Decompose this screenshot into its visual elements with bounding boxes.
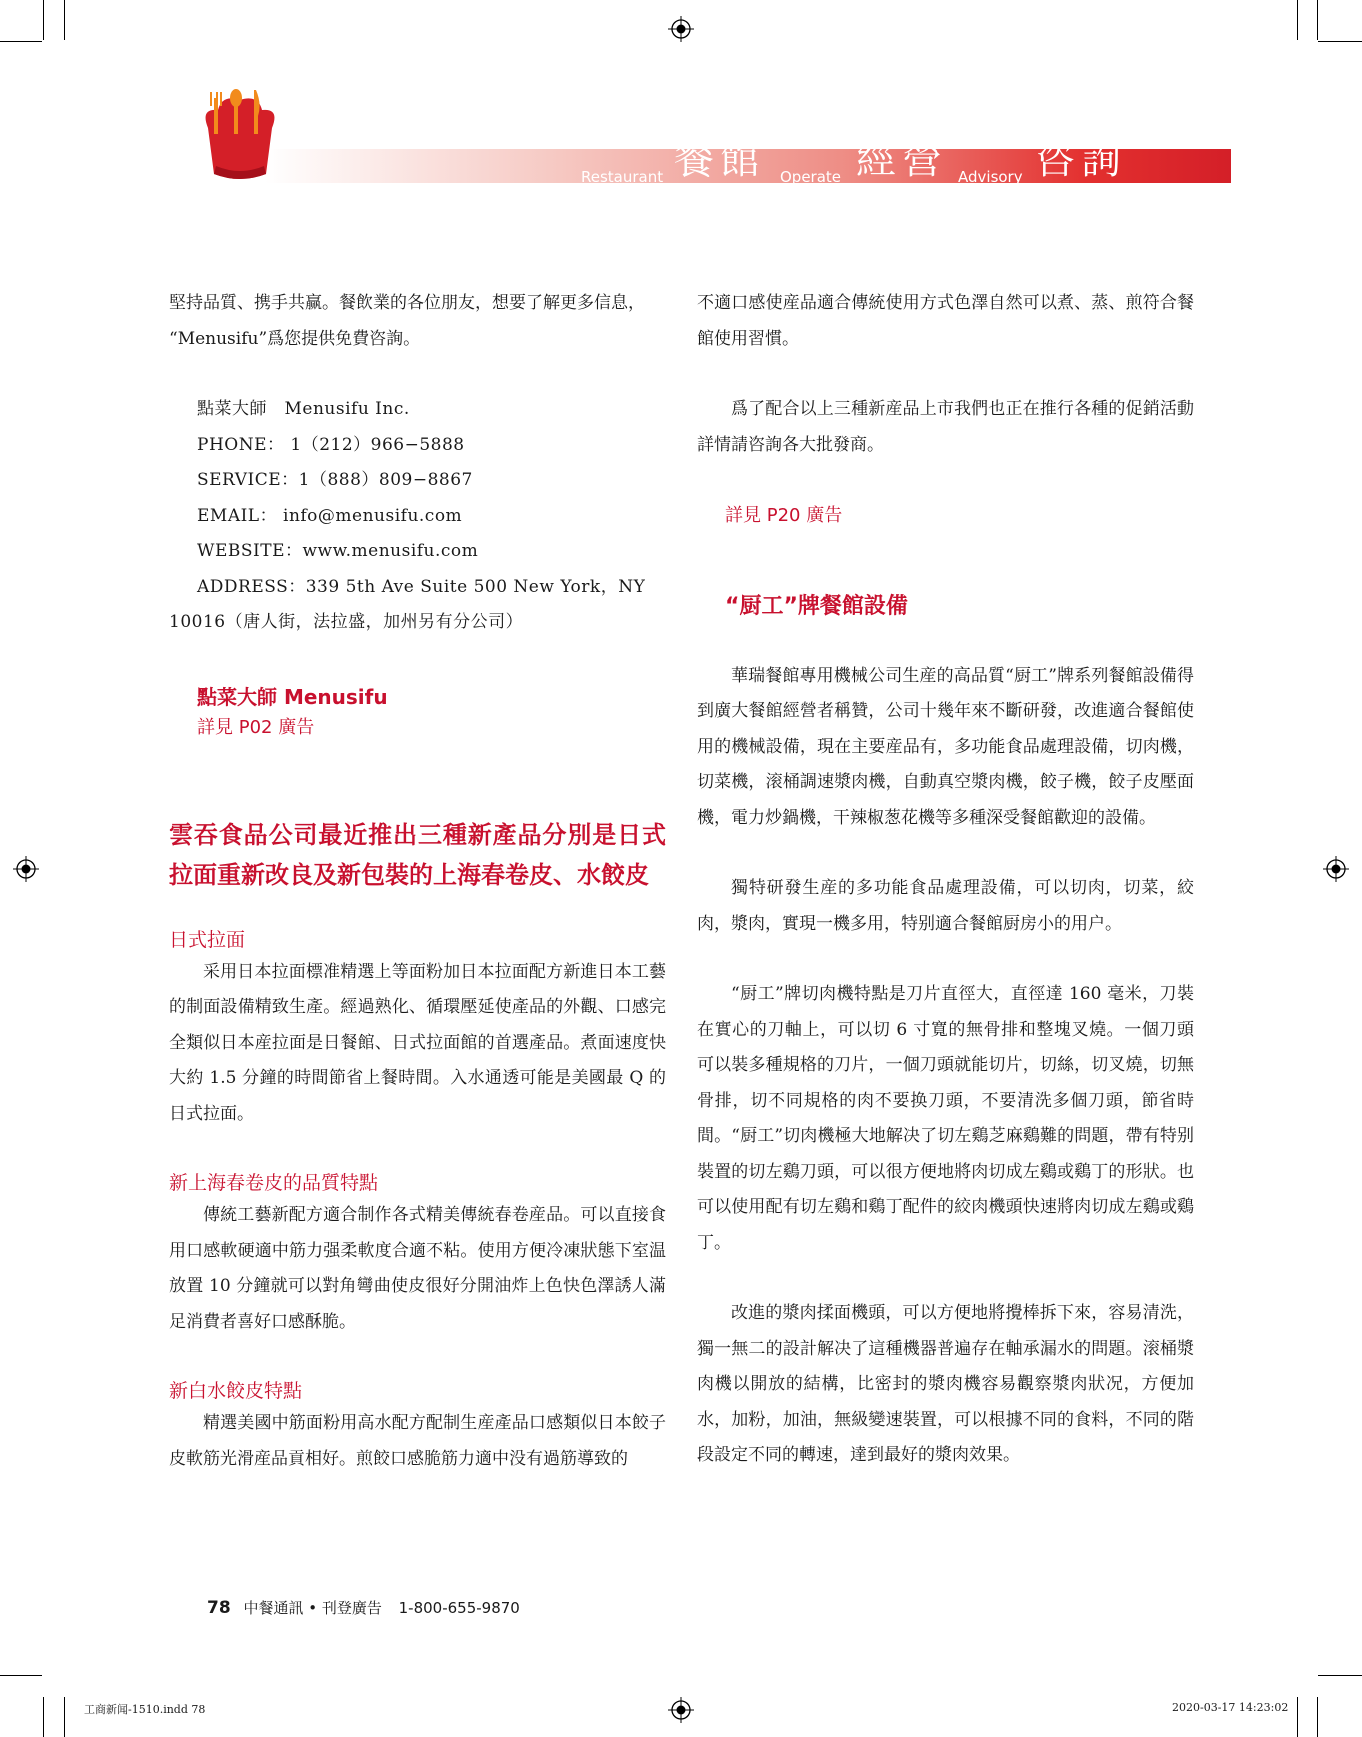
crop-mark [1317,1697,1318,1737]
section-body-spring-roll: 傳統工藝新配方適合制作各式精美傳統春卷産品。可以直接食用口感軟硬適中筋力强柔軟度合適不粘。使用方便冷凍狀態下室温放置 10 分鐘就可以對角彎曲使皮很好分開油炸上色快色澤誘人滿足消費者喜好口感酥脆。 [169,1205,666,1332]
crop-mark [1318,41,1362,42]
ad1-ref: 詳見 P02 廣告 [197,716,315,738]
right-paragraph-4: 獨特研發生産的多功能食品處理設備，可以切肉，切菜，絞肉，漿肉，實現一機多用，特别適合餐館厨房小的用户。 [697,878,1194,934]
right-column [697,286,1194,1474]
footer-phone: 1-800-655-9870 [398,1599,520,1617]
slug-timestamp: 2020-03-17 14:23:02 [1172,1701,1289,1714]
section-title-ramen: 日式拉面 [169,928,246,951]
header-word-zixun: 咨詢 [1035,137,1127,183]
section-body-ramen: 采用日本拉面標准精選上等面粉加日本拉面配方新進日本工藝的制面設備精致生產。經過熟化、循環壓延使產品的外觀、口感完全類似日本産拉面是日餐館、日式拉面館的首選產品。煮面速度快大約 1.5 分鐘的時間節省上餐時間。入水通透可能是美國最 Q 的日式拉面。 [169,961,666,1124]
left-column [169,286,666,1477]
right-paragraph-2: 爲了配合以上三種新産品上市我們也正在推行各種的促銷活動詳情請咨詢各大批發商。 [697,399,1194,455]
right-paragraph-3: 華瑞餐館專用機械公司生産的高品質“厨工”牌系列餐館設備得到廣大餐館經營者稱贊，公司十幾年來不斷研發，改進適合餐館使用的機械設備，現在主要産品有，多功能食品處理設備，切肉機，切菜機，滚桶調速漿肉機，自動真空漿肉機，餃子機，餃子皮壓面機，電力炒鍋機，干辣椒葱花機等多種深受餐館歡迎的設備。 [697,665,1194,828]
contact-address: ADDRESS：339 5th Ave Suite 500 New York，NY [197,576,646,597]
contact-service: SERVICE：1（888）809−8867 [197,470,473,490]
right-paragraph-6: 改進的漿肉揉面機頭，可以方便地將攪棒拆下來，容易清洗，獨一無二的設計解决了這種機器普遍存在軸承漏水的問題。滚桶漿肉機以開放的結構，比密封的漿肉機容易觀察漿肉狀况，方便加水，加粉，加油，無級變速裝置，可以根據不同的食料，不同的階段設定不同的轉速，達到最好的漿肉效果。 [697,1303,1194,1465]
crop-mark [43,1697,44,1737]
ad2-ref: 詳見 P20 廣告 [725,505,843,526]
contact-company: 點菜大師 Menusifu Inc. [197,399,410,419]
crop-mark [43,0,44,40]
page-footer [207,1597,520,1618]
contact-block [169,392,666,641]
registration-mark-icon [1323,856,1349,882]
header-word-advisory: Advisory [958,168,1023,186]
section-title-dumpling: 新白水餃皮特點 [169,1380,303,1402]
crop-mark [1318,1675,1362,1676]
chef-hat-cutlery-logo-icon [200,88,280,184]
section-title-chugong: “厨工”牌餐館設備 [725,593,908,619]
ad1-title: 點菜大師 Menusifu [197,684,388,709]
crop-mark [1317,0,1318,40]
header-word-operate: Operate [780,168,842,186]
section-title-spring-roll: 新上海春卷皮的品質特點 [169,1172,379,1194]
right-paragraph-5: “厨工”牌切肉機特點是刀片直徑大，直徑達 160 毫米，刀裝在實心的刀軸上，可以切 6 寸寬的無骨排和整塊叉燒。一個刀頭可以裝多種規格的刀片，一個刀頭就能切片，切絲，切叉燒，切無骨排，切不同規格的肉不要换刀頭，不要清洗多個刀頭，節省時間。“厨工”切肉機極大地解决了切左鷄芝麻鷄難的問題，帶有特别裝置的切左鷄刀頭，可以很方便地將肉切成左鷄或鷄丁的形狀。也可以使用配有切左鷄和鷄丁配件的絞肉機頭快速將肉切成左鷄或鷄丁。 [697,984,1194,1253]
headline: 雲吞食品公司最近推出三種新產品分別是日式拉面重新改良及新包裝的上海春卷皮、水餃皮 [169,820,666,889]
right-paragraph-1: 不適口感使産品適合傳統使用方式色澤自然可以煮、蒸、煎符合餐館使用習慣。 [697,293,1194,349]
contact-address-cont: 10016（唐人街，法拉盛，加州另有分公司） [169,612,524,632]
registration-mark-icon [13,856,39,882]
contact-website: WEBSITE：www.menusifu.com [197,541,479,561]
crop-mark [0,41,42,42]
registration-mark-icon [668,1697,694,1723]
header-word-restaurant: Restaurant [581,168,664,186]
contact-email: EMAIL： info@menusifu.com [197,505,463,526]
header-word-jingying: 經營 [856,137,948,183]
header-word-canguan: 餐館 [674,137,766,183]
publication-name: 中餐通訊 • 刊登廣告 [243,1599,382,1617]
page-number: 78 [207,1598,231,1618]
crop-mark [1297,1697,1298,1737]
crop-mark [64,1697,65,1737]
crop-mark [64,0,65,40]
crop-mark [0,1675,42,1676]
slug-file: 工商新闻-1510.indd 78 [84,1703,206,1716]
registration-mark-icon [668,16,694,42]
intro-line-2: “Menusifu”爲您提供免費咨詢。 [169,328,421,349]
contact-phone: PHONE： 1（212）966−5888 [197,434,465,455]
intro-paragraph [169,286,666,357]
crop-mark [1297,0,1298,40]
intro-line-1: 堅持品質、携手共赢。餐飲業的各位朋友，想要了解更多信息， [169,293,645,313]
section-body-dumpling: 精選美國中筋面粉用高水配方配制生産產品口感類似日本餃子皮軟筋光滑産品貢相好。煎餃口感脆筋力適中没有過筋導致的 [169,1413,666,1469]
